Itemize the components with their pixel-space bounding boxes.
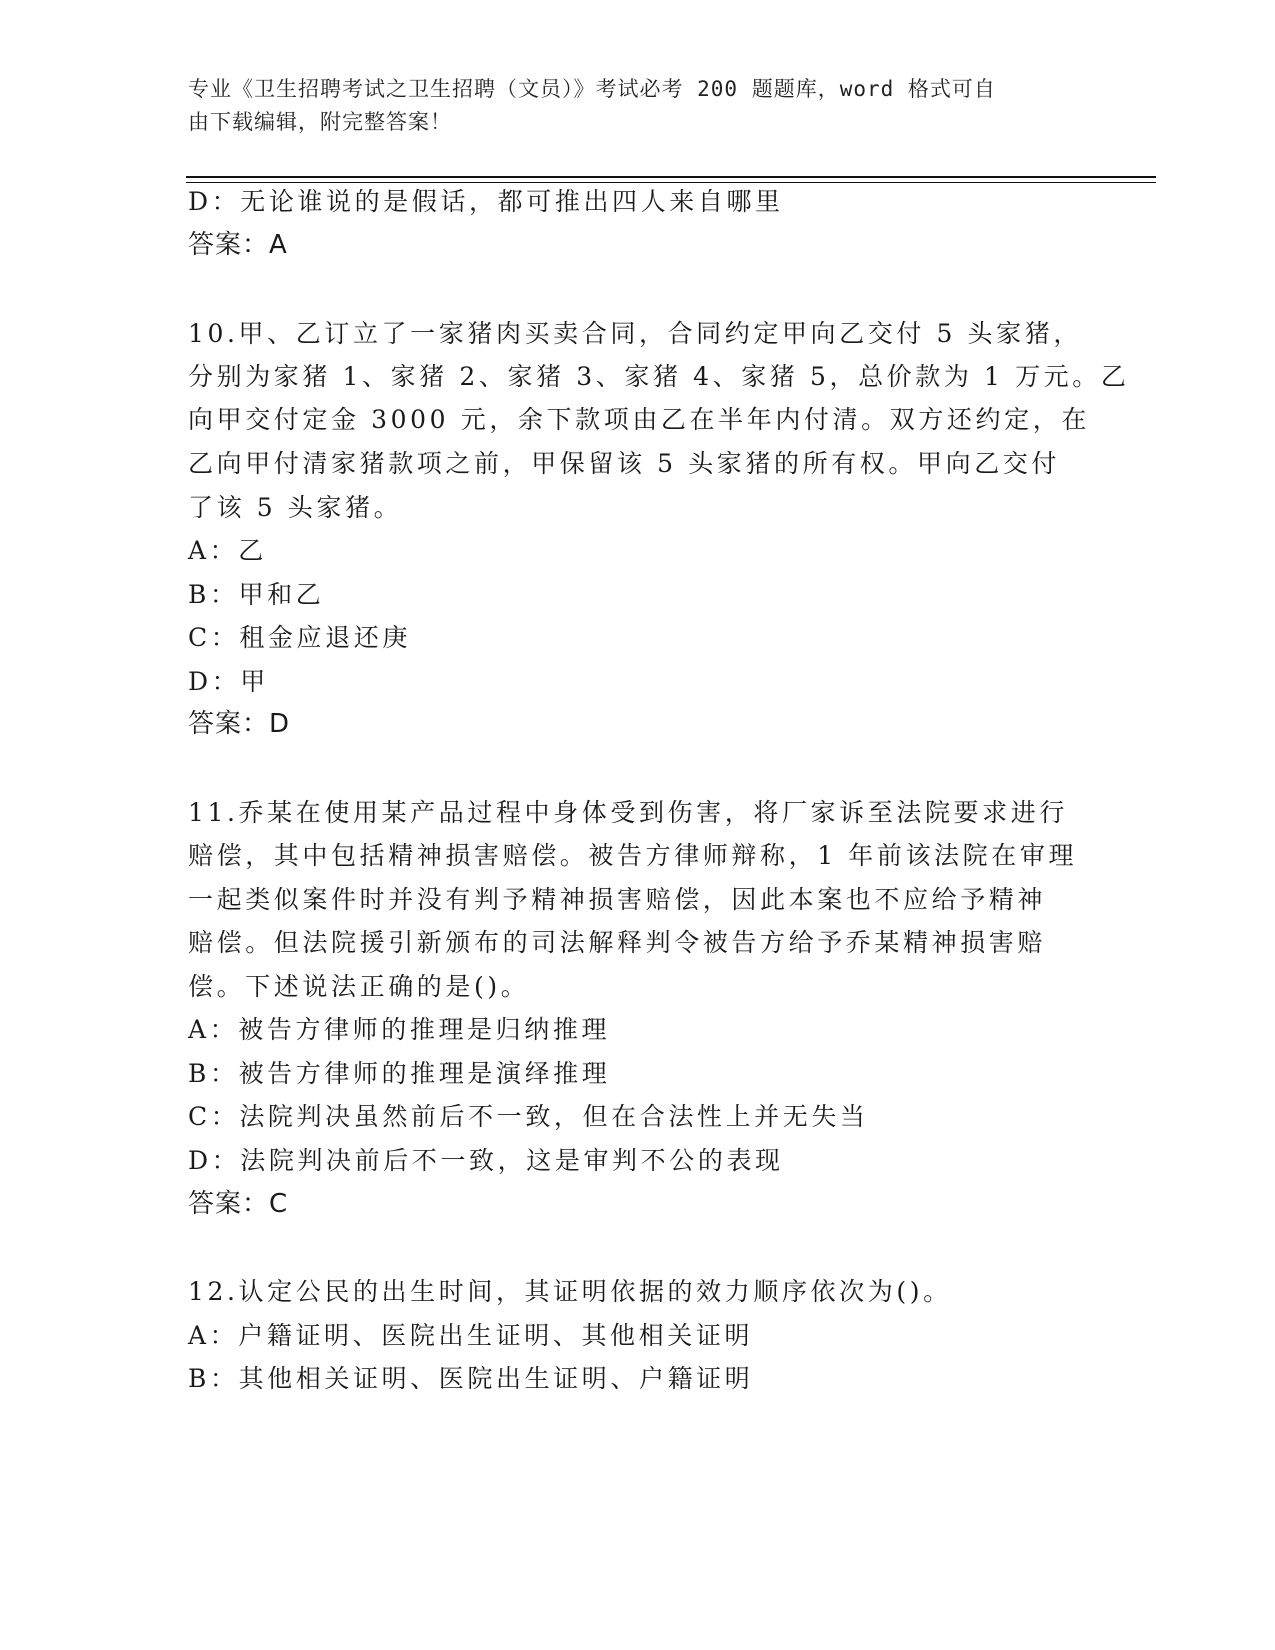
- q10-stem-line-3: 向甲交付定金 3000 元，余下款项由乙在半年内付清。双方还约定，在: [188, 405, 1090, 434]
- q9-answer: 答案：A: [188, 230, 288, 260]
- q10-stem-line-4: 乙向甲付清家猪款项之前，甲保留该 5 头家猪的所有权。甲向乙交付: [188, 449, 1061, 478]
- q10-stem-line-2: 分别为家猪 1、家猪 2、家猪 3、家猪 4、家猪 5，总价款为 1 万元。乙: [188, 362, 1130, 391]
- q11-answer: 答案：C: [188, 1189, 289, 1219]
- q10-option-c: C：租金应退还庚: [188, 623, 411, 652]
- q11-stem-line-5: 偿。下述说法正确的是()。: [188, 972, 530, 1001]
- q11-option-d: D：法院判决前后不一致，这是审判不公的表现: [188, 1146, 784, 1175]
- q10-option-a: A：乙: [188, 536, 267, 565]
- q10-stem-line-1: 10.甲、乙订立了一家猪肉买卖合同，合同约定甲向乙交付 5 头家猪，: [188, 319, 1082, 348]
- q9-option-d: D：无论谁说的是假话，都可推出四人来自哪里: [188, 187, 784, 216]
- document-header: [188, 73, 1068, 139]
- q11-stem-line-4: 赔偿。但法院援引新颁布的司法解释判令被告方给予乔某精神损害赔: [188, 928, 1047, 957]
- q11-option-a: A：被告方律师的推理是归纳推理: [188, 1015, 611, 1044]
- q10-answer: 答案：D: [188, 709, 291, 739]
- q11-option-b: B：被告方律师的推理是演绎推理: [188, 1059, 611, 1088]
- q11-stem-line-2: 赔偿，其中包括精神损害赔偿。被告方律师辩称，1 年前该法院在审理: [188, 841, 1078, 870]
- q11-option-c: C：法院判决虽然前后不一致，但在合法性上并无失当: [188, 1102, 869, 1131]
- header-title-line-1: 专业《卫生招聘考试之卫生招聘（文员）》考试必考 200 题题库，word 格式可自: [188, 77, 996, 101]
- q12-stem-line-1: 12.认定公民的出生时间，其证明依据的效力顺序依次为()。: [188, 1277, 952, 1306]
- q12-option-b: B：其他相关证明、医院出生证明、户籍证明: [188, 1364, 754, 1393]
- q11-stem-line-1: 11.乔某在使用某产品过程中身体受到伤害，将厂家诉至法院要求进行: [188, 798, 1068, 827]
- q12-option-a: A：户籍证明、医院出生证明、其他相关证明: [188, 1321, 754, 1350]
- q10-stem-line-5: 了该 5 头家猪。: [188, 493, 403, 522]
- q10-option-b: B：甲和乙: [188, 580, 325, 609]
- q11-stem-line-3: 一起类似案件时并没有判予精神损害赔偿，因此本案也不应给予精神: [188, 885, 1047, 914]
- header-divider-thick: [186, 176, 1156, 178]
- header-title-line-2: 由下载编辑，附完整答案！: [188, 110, 452, 134]
- q10-option-d: D：甲: [188, 667, 269, 696]
